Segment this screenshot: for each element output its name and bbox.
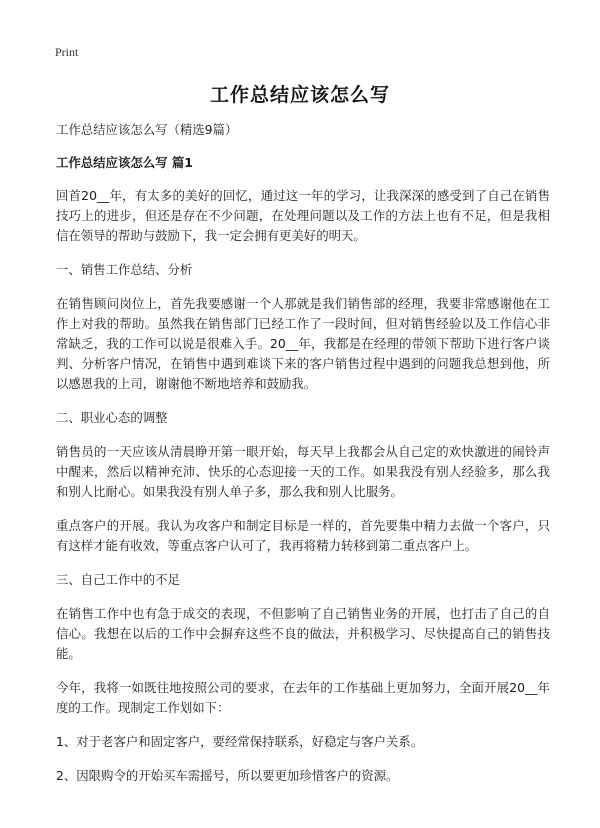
paragraph-intro: 回首20__年，有太多的美好的回忆，通过这一年的学习，让我深深的感受到了自己在销售技巧上的进步，但还是存在不少问题，在处理问题以及工作的方法上也有不足，但是我相信在领导的帮助与鼓励下，我一定会拥有更美好的明天。 [56,188,550,243]
paragraph-plan-intro: 今年，我将一如既往地按照公司的要求，在去年的工作基础上更加努力，全面开展20__年度的工作。现制定工作划如下： [56,680,550,715]
document-subtitle: 工作总结应该怎么写（精选9篇） [56,122,238,137]
paragraph-shortcomings: 在销售工作中也有急于成交的表现，不但影响了自己销售业务的开展，也打击了自己的自信心。我想在以后的工作中会摒弃这些不良的做法，并积极学习、尽快提高自己的销售技能。 [56,606,550,661]
section-heading-2: 二、职业心态的调整 [56,410,168,425]
plan-item-2: 2、因限购令的开始买车需摇号，所以要更加珍惜客户的资源。 [56,768,399,783]
paragraph-key-clients: 重点客户的开展。我认为攻客户和制定目标是一样的，首先要集中精力去做一个客户，只有这样才能有收效，等重点客户认可了，我再将精力转移到第二重点客户上。 [56,518,550,553]
section-heading-1: 一、销售工作总结、分析 [56,262,193,277]
paragraph-sales-summary: 在销售顾问岗位上，首先我要感谢一个人那就是我们销售部的经理，我要非常感谢他在工作上对我的帮助。虽然我在销售部门已经工作了一段时间，但对销售经验以及工作信心非常缺乏，我的工作可以说是很难入手。20__年，我都是在经理的带领下帮助下进行客户谈判、分析客户情况，在销售中遇到难谈下来的客户销售过程中遇到的问题我总想到他，所以感恩我的上司，谢谢他不断地培养和鼓励我。 [56,296,550,391]
section-heading-3: 三、自己工作中的不足 [56,572,180,587]
print-label: Print [55,45,79,59]
paragraph-mindset: 销售员的一天应该从清晨睁开第一眼开始，每天早上我都会从自己定的欢快激进的闹铃声中醒来，然后以精神充沛、快乐的心态迎接一天的工作。如果我没有别人经验多，那么我和别人比耐心。如果我没有别人单子多，那么我和别人比服务。 [56,444,550,499]
document-body [56,120,550,800]
document-title: 工作总结应该怎么写 [209,84,390,106]
article-heading: 工作总结应该怎么写 篇1 [56,155,193,170]
plan-item-1: 1、对于老客户和固定客户，要经常保持联系，好稳定与客户关系。 [56,734,424,749]
